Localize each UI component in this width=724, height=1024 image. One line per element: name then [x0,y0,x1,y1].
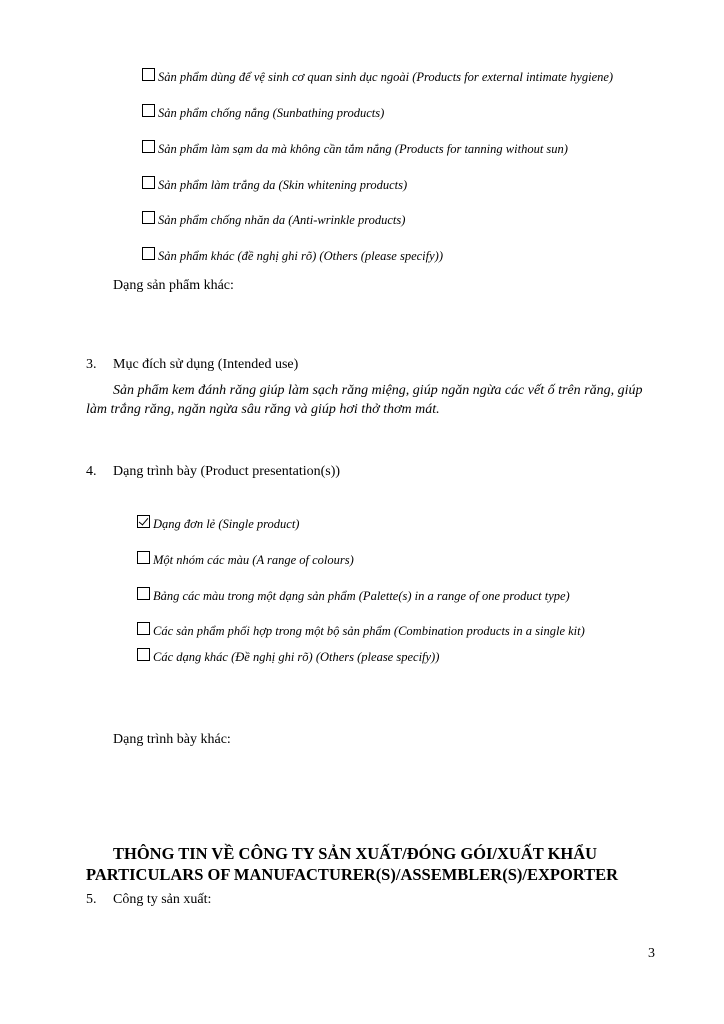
checkbox[interactable] [142,176,155,189]
checkbox-checked[interactable] [137,515,150,528]
checkbox[interactable] [137,587,150,600]
other-presentation-label: Dạng trình bày khác: [113,732,231,747]
section-heading-vi: THÔNG TIN VỀ CÔNG TY SẢN XUẤT/ĐÓNG GÓI/XUẤT KHẨU [113,844,598,863]
checkbox[interactable] [142,68,155,81]
checkbox[interactable] [142,211,155,224]
section-title: Dạng trình bày (Product presentation(s)) [113,464,341,479]
checkbox[interactable] [137,648,150,661]
checkbox-label: Sản phẩm làm trắng da (Skin whitening products) [158,178,408,192]
checkbox[interactable] [142,140,155,153]
checkbox-option[interactable] [137,517,299,532]
section-title: Công ty sản xuất: [113,892,212,907]
checkbox-label: Bảng các màu trong một dạng sản phẩm (Palette(s) in a range of one product type) [153,589,570,603]
section-number: 4. [86,464,97,479]
section-number: 3. [86,357,97,372]
other-product-type-label: Dạng sản phẩm khác: [113,278,234,293]
checkbox-option[interactable] [142,178,407,193]
checkbox-label: Dạng đơn lẻ (Single product) [153,517,300,531]
checkbox-label: Các sản phẩm phối hợp trong một bộ sản phẩm (Combination products in a single kit) [153,624,585,638]
checkbox[interactable] [137,551,150,564]
checkbox-option[interactable] [142,142,568,157]
checkbox-option[interactable] [142,106,384,121]
section-number: 5. [86,892,97,907]
checkbox-label: Một nhóm các màu (A range of colours) [153,553,354,567]
checkbox-option[interactable] [142,70,613,85]
checkbox-label: Sản phẩm làm sạm da mà không cần tắm nắng (Products for tanning without sun) [158,142,568,156]
checkbox-option[interactable] [137,650,439,665]
checkbox-option[interactable] [142,213,405,228]
page-number: 3 [648,946,655,961]
checkbox-label: Sản phẩm chống nhăn da (Anti-wrinkle products) [158,213,406,227]
section-heading-en: PARTICULARS OF MANUFACTURER(S)/ASSEMBLER(S)/EXPORTER [86,865,619,884]
checkbox[interactable] [142,247,155,260]
checkbox-option[interactable] [137,624,585,639]
checkbox-option[interactable] [137,553,354,568]
checkbox-label: Sản phẩm chống nắng (Sunbathing products) [158,106,385,120]
checkbox[interactable] [137,622,150,635]
checkbox-label: Sản phẩm khác (đề nghị ghi rõ) (Others (please specify)) [158,249,443,263]
intended-use-text-line1: Sản phẩm kem đánh răng giúp làm sạch răng miệng, giúp ngăn ngừa các vết ố trên răng, giúp [113,383,643,398]
checkbox-label: Sản phẩm dùng để vệ sinh cơ quan sinh dục ngoài (Products for external intimate hygiene) [158,70,614,84]
checkbox-option[interactable] [137,589,570,604]
checkbox-option[interactable] [142,249,443,264]
section-title: Mục đích sử dụng (Intended use) [113,357,299,372]
intended-use-text-line2: làm trắng răng, ngăn ngừa sâu răng và giúp hơi thở thơm mát. [86,402,440,417]
checkbox-label: Các dạng khác (Đề nghị ghi rõ) (Others (please specify)) [153,650,440,664]
checkbox[interactable] [142,104,155,117]
